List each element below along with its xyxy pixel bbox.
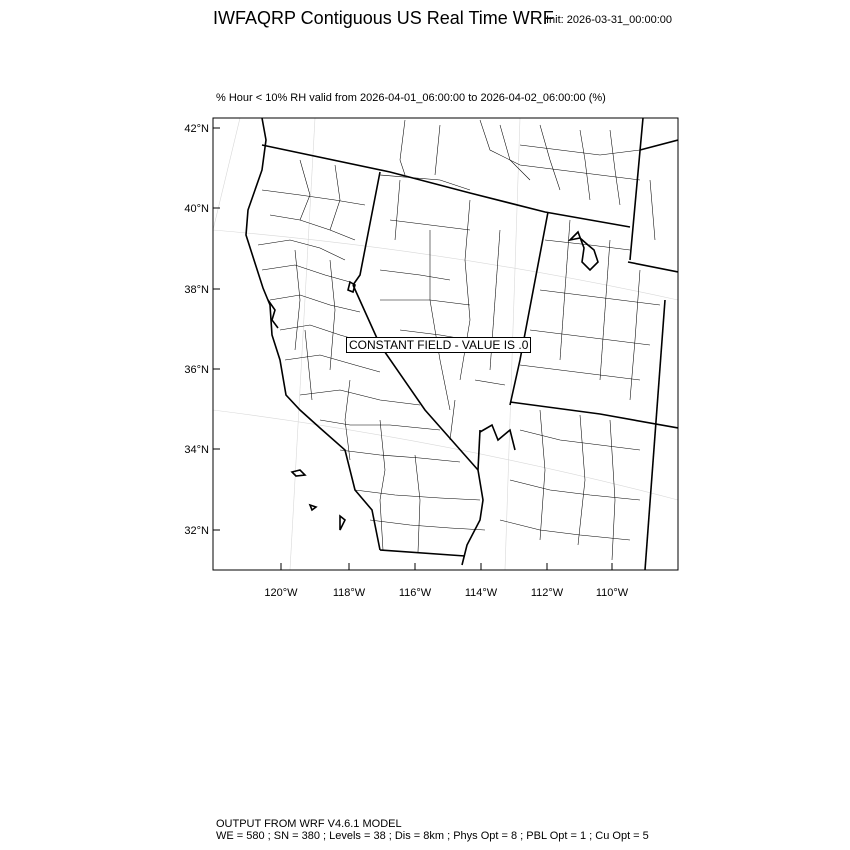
lon-label: 118°W <box>332 587 366 599</box>
lon-label: 110°W <box>595 587 629 599</box>
model-info-line1: OUTPUT FROM WRF V4.6.1 MODEL <box>216 818 402 830</box>
lon-label: 112°W <box>530 587 564 599</box>
longitude-axis <box>264 563 628 599</box>
model-info-line2: WE = 580 ; SN = 380 ; Levels = 38 ; Dis = 8km ; Phys Opt = 8 ; PBL Opt = 1 ; Cu Opt = 5 <box>216 830 649 842</box>
latitude-axis <box>184 123 220 537</box>
lat-label: 42°N <box>184 123 209 135</box>
lon-label: 116°W <box>398 587 432 599</box>
init-time: Init: 2026-03-31_00:00:00 <box>546 14 672 26</box>
constant-field-label: CONSTANT FIELD - VALUE IS .0 <box>346 337 531 353</box>
lat-label: 34°N <box>184 444 209 456</box>
lat-label: 40°N <box>184 203 209 215</box>
lat-label: 32°N <box>184 525 209 537</box>
lon-label: 120°W <box>264 587 298 599</box>
lon-label: 114°W <box>464 587 498 599</box>
map-title: IWFAQRP Contiguous US Real Time WRF <box>213 8 554 28</box>
field-description: % Hour < 10% RH valid from 2026-04-01_06:00:00 to 2026-04-02_06:00:00 (%) <box>216 92 606 104</box>
lat-label: 38°N <box>184 284 209 296</box>
lat-label: 36°N <box>184 364 209 376</box>
